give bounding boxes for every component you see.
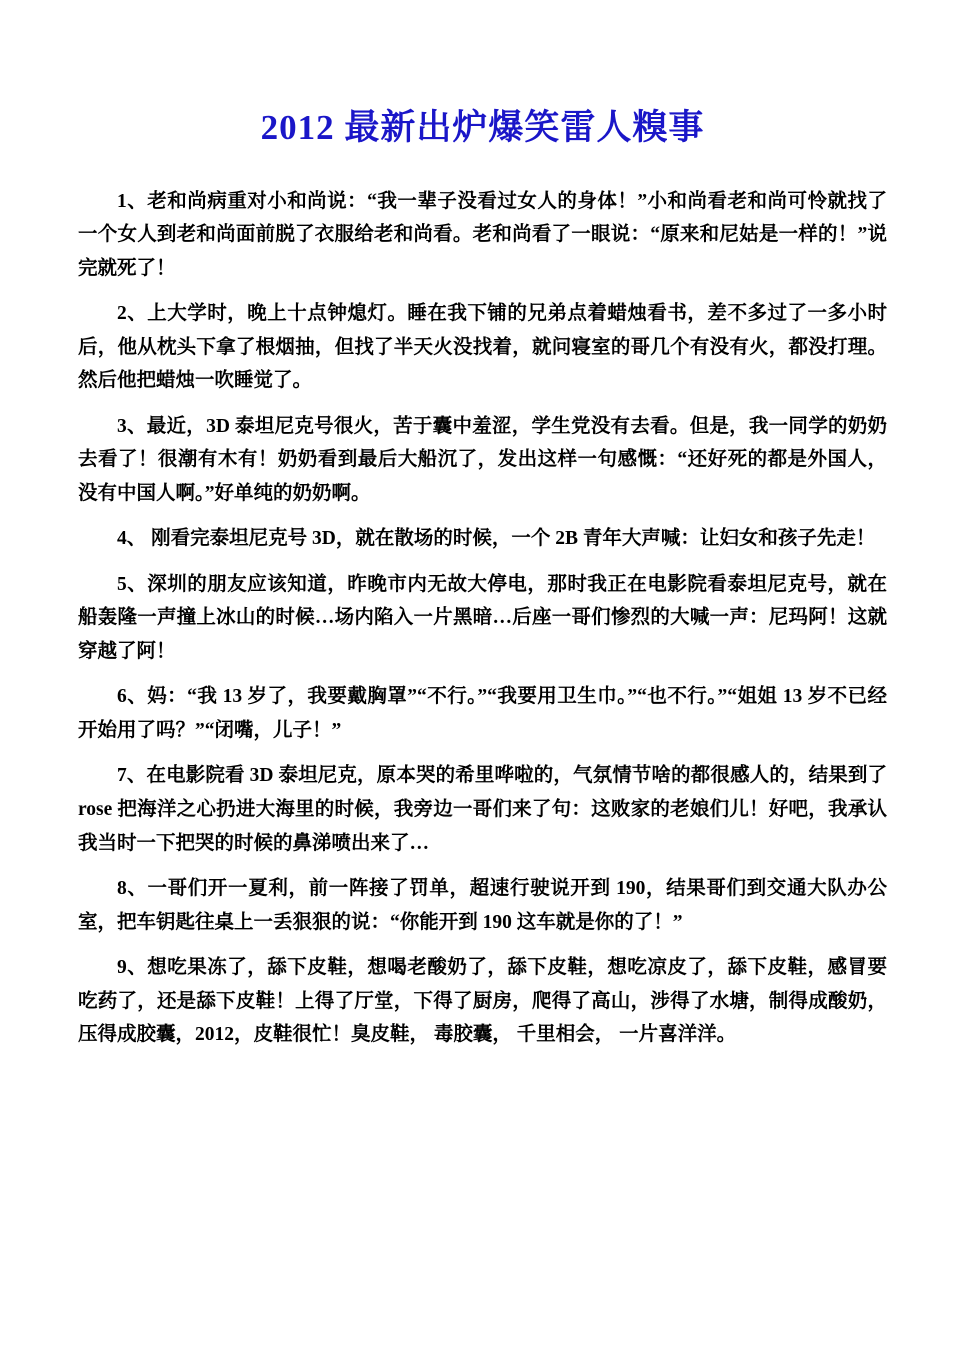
paragraph-5: 5、深圳的朋友应该知道，昨晚市内无故大停电，那时我正在电影院看泰坦尼克号，就在船轰隆一声撞上冰山的时候…场内陷入一片黑暗…后座一哥们惨烈的大喊一声：尼玛阿！这就穿越了阿！ — [78, 573, 887, 662]
paragraph-2: 2、上大学时，晚上十点钟熄灯。睡在我下铺的兄弟点着蜡烛看书，差不多过了一多小时后，他从枕头下拿了根烟抽，但找了半天火没找着，就问寝室的哥几个有没有火，都没打理。然后他把蜡烛一吹睡觉了。 — [78, 303, 887, 392]
paragraph-7: 7、在电影院看 3D 泰坦尼克，原本哭的希里哗啦的，气氛情节啥的都很感人的，结果到了 rose 把海洋之心扔进大海里的时候，我旁边一哥们来了句：这败家的老娘们儿！好吧，我承认我当时一下把哭的时候的鼻涕喷出来了… — [78, 765, 887, 854]
paragraph-1: 1、老和尚病重对小和尚说：“我一辈子没看过女人的身体！”小和尚看老和尚可怜就找了一个女人到老和尚面前脱了衣服给老和尚看。老和尚看了一眼说：“原来和尼姑是一样的！”说完就死了！ — [78, 190, 887, 279]
paragraph-4: 4、 刚看完泰坦尼克号 3D，就在散场的时候，一个 2B 青年大声喊：让妇女和孩子先走！ — [117, 528, 876, 550]
page-title: 2012 最新出炉爆笑雷人糗事 — [260, 108, 705, 147]
paragraph-9: 9、想吃果冻了，舔下皮鞋，想喝老酸奶了，舔下皮鞋，想吃凉皮了，舔下皮鞋，感冒要吃药了，还是舔下皮鞋！上得了厅堂，下得了厨房，爬得了高山，涉得了水塘，制得成酸奶，压得成胶囊，2012，皮鞋很忙！臭皮鞋， 毒胶囊， 千里相会， 一片喜洋洋。 — [78, 957, 887, 1046]
paragraph-3: 3、最近，3D 泰坦尼克号很火，苦于囊中羞涩，学生党没有去看。但是，我一同学的奶奶去看了！很潮有木有！奶奶看到最后大船沉了，发出这样一句感慨：“还好死的都是外国人，没有中国人啊。”好单纯的奶奶啊。 — [78, 415, 887, 504]
paragraph-8: 8、一哥们开一夏利，前一阵接了罚单，超速行驶说开到 190，结果哥们到交通大队办公室，把车钥匙往桌上一丢狠狠的说：“你能开到 190 这车就是你的了！” — [78, 878, 887, 933]
document-body — [78, 185, 887, 1052]
paragraph-6: 6、妈：“我 13 岁了，我要戴胸罩”“不行。”“我要用卫生巾。”“也不行。”“姐姐 13 岁不已经开始用了吗？”“闭嘴，儿子！” — [78, 686, 887, 741]
